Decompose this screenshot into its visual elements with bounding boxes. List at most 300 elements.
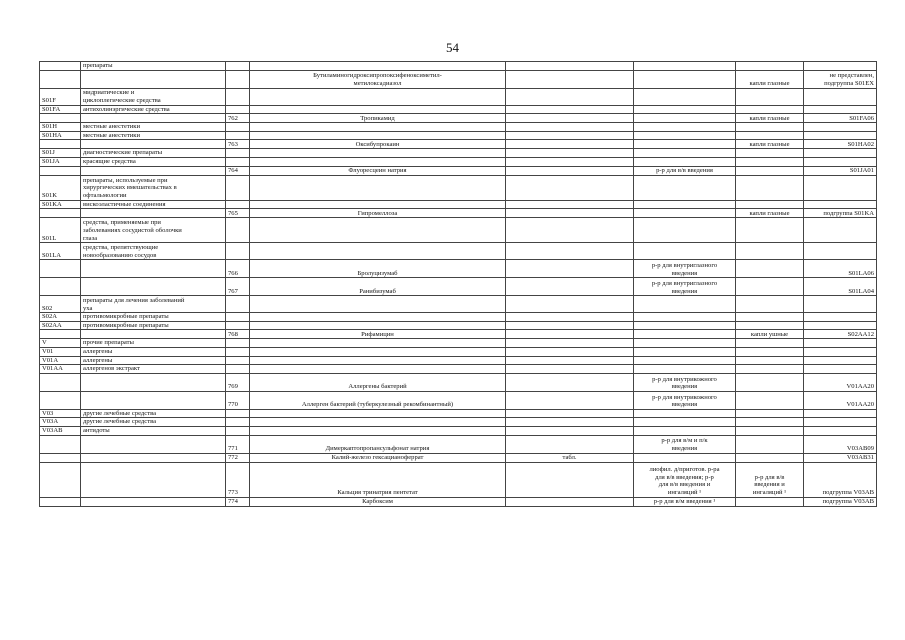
atc-code-cell: V [40,339,81,348]
form-2-cell [634,70,736,88]
note-cell: V01AA20 [804,373,877,391]
atc-code-cell [40,462,81,497]
group-name-cell [81,209,226,218]
atc-code-cell [40,260,81,278]
note-cell: не представлен, подгруппа S01EX [804,70,877,88]
form-1-cell [506,356,634,365]
form-2-cell [634,218,736,243]
atc-code-cell: V01A [40,356,81,365]
group-name-cell: противомикробные препараты [81,321,226,330]
form-4-cell [736,313,804,322]
note-cell: S01FA06 [804,114,877,123]
table-row [40,278,877,296]
row-number-cell [226,426,250,435]
group-name-cell: другие лечебные средства [81,409,226,418]
form-1-cell [506,123,634,132]
atc-code-cell [40,453,81,462]
atc-code-cell [40,62,81,71]
drug-name-cell [250,149,506,158]
table-row [40,260,877,278]
form-2-cell [634,114,736,123]
form-2-cell: лиофил. д/приготов. р-ра для в/в введения; р-р для в/в введения и ингаляций ¹ [634,462,736,497]
table-row [40,321,877,330]
row-number-cell [226,365,250,374]
table-row [40,149,877,158]
group-name-cell: красящие средства [81,157,226,166]
group-name-cell [81,391,226,409]
form-2-cell [634,157,736,166]
group-name-cell [81,260,226,278]
form-1-cell [506,497,634,506]
form-1-cell [506,330,634,339]
drug-name-cell [250,321,506,330]
note-cell [804,418,877,427]
atc-code-cell [40,391,81,409]
form-4-cell [736,243,804,260]
form-4-cell [736,373,804,391]
table-row [40,62,877,71]
note-cell [804,131,877,140]
row-number-cell: 774 [226,497,250,506]
note-cell [804,426,877,435]
note-cell: S01JA01 [804,166,877,175]
drug-name-cell: Рифамицин [250,330,506,339]
table-row [40,373,877,391]
form-2-cell: р-р для в/м и п/к введения [634,435,736,453]
group-name-cell [81,140,226,149]
drug-name-cell [250,88,506,105]
form-2-cell [634,175,736,200]
atc-code-cell [40,497,81,506]
row-number-cell [226,62,250,71]
form-2-cell: р-р для внутрикожного введения [634,391,736,409]
note-cell [804,409,877,418]
form-1-cell: табл. [506,453,634,462]
form-2-cell: р-р для внутриглазного введения [634,278,736,296]
form-2-cell [634,365,736,374]
row-number-cell: 770 [226,391,250,409]
atc-code-cell: S01HA [40,131,81,140]
table-row [40,175,877,200]
form-1-cell [506,114,634,123]
atc-code-cell [40,435,81,453]
drug-name-cell [250,105,506,114]
group-name-cell: вискоэластичные соединения [81,200,226,209]
drug-name-cell [250,218,506,243]
group-name-cell: средства, препятствующие новообразованию сосудов [81,243,226,260]
group-name-cell: мидриатические и циклоплегические средства [81,88,226,105]
atc-code-cell: S01KA [40,200,81,209]
drug-name-cell: Оксибупрокаин [250,140,506,149]
table-body [40,62,877,507]
group-name-cell: антихолинэргические средства [81,105,226,114]
group-name-cell [81,330,226,339]
row-number-cell [226,157,250,166]
drug-name-cell [250,157,506,166]
form-2-cell: р-р для в/в введения [634,166,736,175]
drug-name-cell [250,409,506,418]
atc-code-cell [40,278,81,296]
table-row [40,157,877,166]
group-name-cell: аллергены [81,347,226,356]
row-number-cell: 766 [226,260,250,278]
form-4-cell: капли глазные [736,140,804,149]
atc-code-cell: V01AA [40,365,81,374]
drug-name-cell [250,365,506,374]
form-4-cell [736,347,804,356]
row-number-cell [226,243,250,260]
drug-name-cell: Флуоресцеин натрия [250,166,506,175]
group-name-cell [81,373,226,391]
form-2-cell [634,200,736,209]
drug-name-cell: Ранибизумаб [250,278,506,296]
atc-code-cell [40,70,81,88]
row-number-cell: 767 [226,278,250,296]
atc-code-cell [40,373,81,391]
form-4-cell [736,409,804,418]
row-number-cell [226,356,250,365]
group-name-cell: антидоты [81,426,226,435]
form-4-cell [736,175,804,200]
group-name-cell: прочие препараты [81,339,226,348]
form-4-cell [736,356,804,365]
form-1-cell [506,435,634,453]
form-1-cell [506,166,634,175]
form-4-cell [736,278,804,296]
table-row [40,166,877,175]
table-row [40,313,877,322]
form-4-cell [736,157,804,166]
group-name-cell: средства, применяемые при заболеваниях сосудистой оболочки глаза [81,218,226,243]
form-1-cell [506,339,634,348]
form-1-cell [506,140,634,149]
row-number-cell [226,296,250,313]
form-2-cell [634,330,736,339]
atc-code-cell [40,166,81,175]
note-cell: V01AA20 [804,391,877,409]
form-1-cell [506,175,634,200]
group-name-cell: препараты [81,62,226,71]
drug-name-cell [250,131,506,140]
form-1-cell [506,278,634,296]
form-2-cell [634,453,736,462]
group-name-cell: местные анестетики [81,123,226,132]
form-4-cell [736,105,804,114]
table-row [40,497,877,506]
note-cell [804,62,877,71]
note-cell [804,321,877,330]
row-number-cell: 763 [226,140,250,149]
form-4-cell [736,365,804,374]
group-name-cell [81,166,226,175]
form-1-cell [506,149,634,158]
form-1-cell [506,131,634,140]
form-2-cell [634,123,736,132]
form-1-cell [506,391,634,409]
row-number-cell: 764 [226,166,250,175]
table-row [40,453,877,462]
row-number-cell [226,418,250,427]
form-1-cell [506,70,634,88]
row-number-cell: 771 [226,435,250,453]
form-2-cell [634,243,736,260]
row-number-cell: 769 [226,373,250,391]
form-4-cell [736,453,804,462]
drug-name-cell: Гипромеллоза [250,209,506,218]
row-number-cell [226,175,250,200]
table-row [40,339,877,348]
form-2-cell [634,149,736,158]
atc-code-cell: V01 [40,347,81,356]
form-2-cell [634,313,736,322]
atc-code-cell [40,209,81,218]
row-number-cell [226,200,250,209]
group-name-cell [81,435,226,453]
row-number-cell: 762 [226,114,250,123]
form-4-cell [736,88,804,105]
drug-name-cell: Аллергены бактерий [250,373,506,391]
form-1-cell [506,209,634,218]
note-cell [804,200,877,209]
form-4-cell [736,339,804,348]
form-1-cell [506,62,634,71]
form-2-cell [634,88,736,105]
group-name-cell [81,453,226,462]
form-1-cell [506,157,634,166]
drug-name-cell [250,123,506,132]
form-1-cell [506,88,634,105]
atc-code-cell: S01L [40,218,81,243]
form-4-cell [736,200,804,209]
table-row [40,356,877,365]
table-row [40,200,877,209]
form-1-cell [506,105,634,114]
table-row [40,123,877,132]
atc-code-cell: V03AB [40,426,81,435]
atc-code-cell: S01LA [40,243,81,260]
form-1-cell [506,243,634,260]
row-number-cell: 768 [226,330,250,339]
drug-name-cell: Бролуцизумаб [250,260,506,278]
drug-name-cell [250,243,506,260]
group-name-cell: аллергены [81,356,226,365]
atc-code-cell: S01FA [40,105,81,114]
note-cell [804,339,877,348]
form-2-cell [634,62,736,71]
form-1-cell [506,321,634,330]
table-row [40,435,877,453]
table-row [40,296,877,313]
row-number-cell: 773 [226,462,250,497]
atc-code-cell: V03A [40,418,81,427]
table-row [40,391,877,409]
table-row [40,365,877,374]
form-2-cell [634,209,736,218]
group-name-cell [81,70,226,88]
group-name-cell: местные анестетики [81,131,226,140]
note-cell: V03AB31 [804,453,877,462]
note-cell [804,365,877,374]
row-number-cell [226,409,250,418]
drug-name-cell [250,418,506,427]
form-4-cell [736,149,804,158]
drug-name-cell [250,200,506,209]
form-4-cell: капли ушные [736,330,804,339]
drug-name-cell [250,347,506,356]
form-2-cell [634,426,736,435]
form-4-cell [736,391,804,409]
table-row [40,140,877,149]
atc-code-cell: S01F [40,88,81,105]
form-2-cell [634,347,736,356]
note-cell [804,243,877,260]
group-name-cell: аллергенов экстракт [81,365,226,374]
form-2-cell [634,105,736,114]
note-cell: S02AA12 [804,330,877,339]
form-1-cell [506,462,634,497]
row-number-cell [226,105,250,114]
form-4-cell [736,218,804,243]
note-cell [804,296,877,313]
group-name-cell [81,497,226,506]
atc-code-cell [40,140,81,149]
table-row [40,209,877,218]
table-row [40,418,877,427]
drug-name-cell [250,296,506,313]
group-name-cell [81,462,226,497]
form-4-cell [736,435,804,453]
atc-code-cell [40,114,81,123]
drug-name-cell: Димеркаптопропансульфонат натрия [250,435,506,453]
form-2-cell [634,321,736,330]
form-1-cell [506,418,634,427]
table-row [40,131,877,140]
drug-name-cell [250,356,506,365]
table-row [40,462,877,497]
form-1-cell [506,426,634,435]
atc-code-cell: S02 [40,296,81,313]
form-2-cell [634,131,736,140]
table-row [40,88,877,105]
form-4-cell [736,418,804,427]
row-number-cell [226,131,250,140]
form-4-cell [736,321,804,330]
note-cell: подгруппа V03AB [804,497,877,506]
table-row [40,426,877,435]
note-cell: S01LA04 [804,278,877,296]
note-cell [804,356,877,365]
form-2-cell [634,140,736,149]
table-row [40,114,877,123]
form-1-cell [506,347,634,356]
form-4-cell [736,131,804,140]
form-4-cell [736,166,804,175]
group-name-cell: диагностические препараты [81,149,226,158]
atc-code-cell: S01H [40,123,81,132]
note-cell [804,347,877,356]
drug-table [39,61,877,507]
row-number-cell: 772 [226,453,250,462]
form-1-cell [506,260,634,278]
row-number-cell [226,339,250,348]
note-cell: подгруппа S01KA [804,209,877,218]
note-cell: V03AB09 [804,435,877,453]
atc-code-cell: V03 [40,409,81,418]
row-number-cell [226,218,250,243]
form-4-cell [736,260,804,278]
group-name-cell: препараты для лечения заболеваний уха [81,296,226,313]
group-name-cell: другие лечебные средства [81,418,226,427]
note-cell: S01HA02 [804,140,877,149]
drug-name-cell: Калий-железо гексацианоферрат [250,453,506,462]
form-4-cell [736,296,804,313]
page-number: 54 [446,40,459,55]
table-row [40,105,877,114]
form-1-cell [506,365,634,374]
note-cell [804,105,877,114]
row-number-cell [226,88,250,105]
form-2-cell [634,296,736,313]
form-4-cell: капли глазные [736,114,804,123]
form-2-cell [634,409,736,418]
note-cell [804,313,877,322]
atc-code-cell [40,330,81,339]
form-2-cell: р-р для внутрикожного введения [634,373,736,391]
form-1-cell [506,373,634,391]
row-number-cell [226,321,250,330]
form-1-cell [506,313,634,322]
note-cell [804,218,877,243]
drug-name-cell: Тропикамид [250,114,506,123]
atc-code-cell: S02A [40,313,81,322]
table-row [40,70,877,88]
note-cell [804,149,877,158]
table-row [40,347,877,356]
form-4-cell: капли глазные [736,209,804,218]
row-number-cell [226,347,250,356]
form-1-cell [506,409,634,418]
form-2-cell [634,339,736,348]
row-number-cell [226,313,250,322]
form-4-cell [736,123,804,132]
form-4-cell: р-р для в/в введения и ингаляций ¹ [736,462,804,497]
form-4-cell [736,426,804,435]
drug-name-cell [250,313,506,322]
drug-name-cell: Кальция тринатрия пентетат [250,462,506,497]
group-name-cell: препараты, используемые при хирургических вмешательствах в офтальмологии [81,175,226,200]
drug-name-cell [250,339,506,348]
note-cell [804,157,877,166]
form-2-cell: р-р для в/м введения ¹ [634,497,736,506]
form-2-cell: р-р для внутриглазного введения [634,260,736,278]
form-1-cell [506,218,634,243]
row-number-cell [226,123,250,132]
note-cell: S01LA06 [804,260,877,278]
row-number-cell [226,149,250,158]
note-cell [804,175,877,200]
form-4-cell [736,62,804,71]
form-4-cell [736,497,804,506]
note-cell [804,88,877,105]
drug-name-cell: Бутиламиногидроксипропоксифеноксиметил- метилоксадиазол [250,70,506,88]
form-2-cell [634,356,736,365]
table-row [40,330,877,339]
atc-code-cell: S01K [40,175,81,200]
atc-code-cell: S02AA [40,321,81,330]
drug-name-cell [250,175,506,200]
drug-name-cell: Карбоксим [250,497,506,506]
form-4-cell: капли глазные [736,70,804,88]
